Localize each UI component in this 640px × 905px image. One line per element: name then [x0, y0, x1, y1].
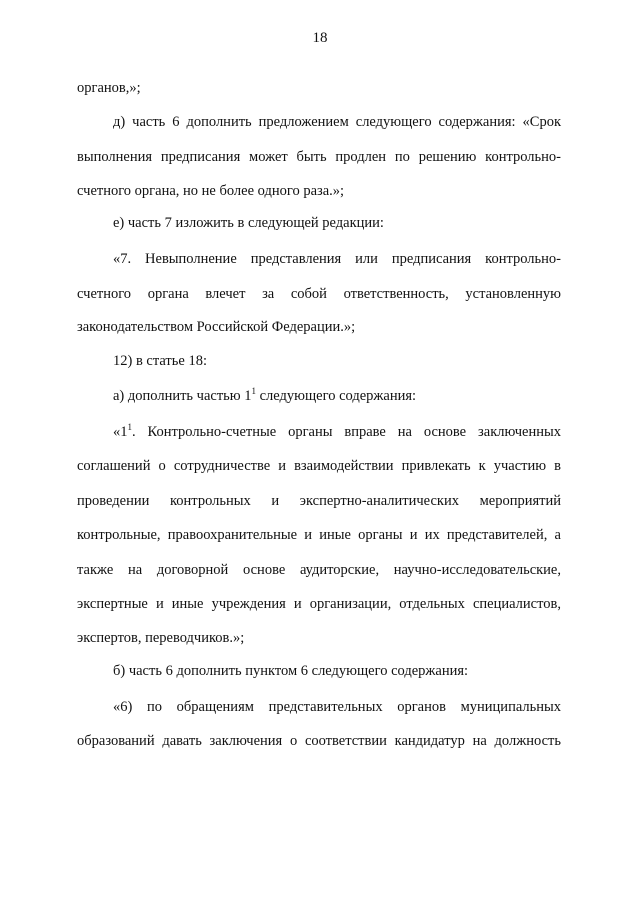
text-line: счетного органа, но не более одного раза.»;	[77, 183, 345, 199]
page-number: 18	[312, 30, 328, 46]
text-line: законодательством Российской Федерации.»;	[77, 319, 356, 335]
text-line: выполнения предписания может быть продлен по решению контрольно-	[77, 149, 561, 165]
text-line: экспертные и иные учреждения и организации, отдельных специалистов,	[77, 596, 561, 612]
text-line: б) часть 6 дополнить пунктом 6 следующего содержания:	[113, 663, 469, 679]
text-line: а) дополнить частью $1^1$ следующего содержания:	[113, 386, 417, 404]
text-line: соглашений о сотрудничестве и взаимодействии привлекать к участию в	[77, 458, 561, 474]
text-line: «$1^1$. Контрольно-счетные органы вправе на основе заключенных	[113, 422, 561, 440]
text-line: «7. Невыполнение представления или предписания контрольно-	[113, 251, 561, 267]
text-line: счетного органа влечет за собой ответственность, установленную	[77, 286, 561, 302]
text-line: органов,»;	[77, 80, 141, 96]
text-line: «6) по обращениям представительных органов муниципальных	[113, 699, 561, 715]
text-line: также на договорной основе аудиторские, научно-исследовательские,	[77, 562, 561, 578]
text-line: е) часть 7 изложить в следующей редакции:	[113, 215, 384, 231]
text-line: экспертов, переводчиков.»;	[77, 630, 245, 646]
text-line: образований давать заключения о соответствии кандидатур на должность	[77, 733, 561, 749]
text-line: д) часть 6 дополнить предложением следующего содержания: «Срок	[113, 114, 561, 130]
text-line: 12) в статье 18:	[113, 353, 207, 369]
text-line: проведении контрольных и экспертно-аналитических мероприятий	[77, 493, 561, 509]
text-line: контрольные, правоохранительные и иные органы и их представителей, а	[77, 527, 561, 543]
